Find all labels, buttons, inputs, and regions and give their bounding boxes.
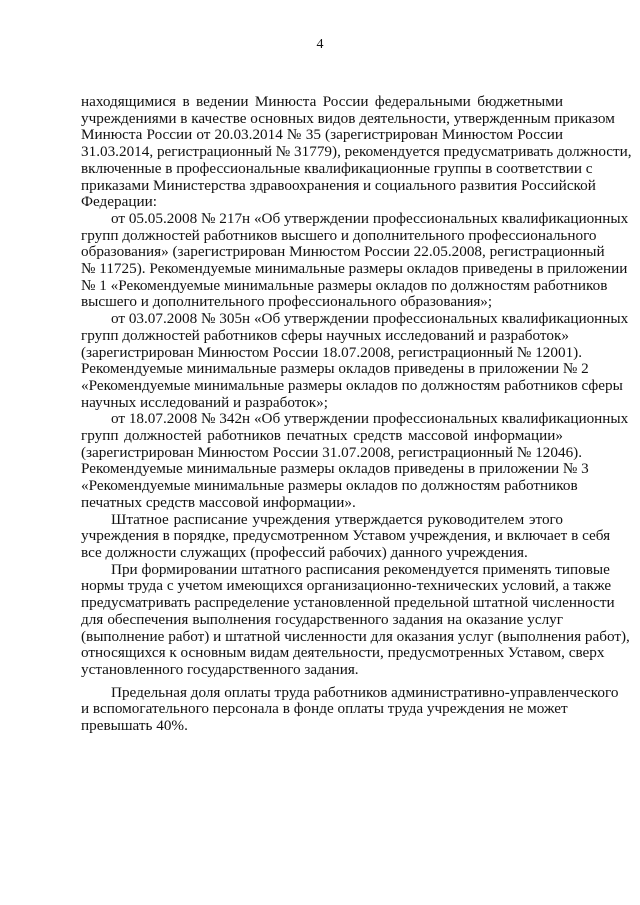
paragraph [81,683,619,735]
text-line: групп должностей работников печатных средств массовой информации» [81,427,563,445]
paragraph [81,209,629,311]
page-number: 4 [316,37,324,52]
paragraph [81,93,632,211]
text-line: Предельная доля оплаты труда работников административно-управленческого [111,683,619,701]
text-line: включенные в профессиональные квалификационные группы в соответствии с [81,159,593,177]
text-line: «Рекомендуемые минимальные размеры окладов по должностям работников сферы [81,376,623,394]
text-line: нормы труда с учетом имеющихся организационно-технических условий, а также [81,577,612,595]
text-line: находящимися в ведении Минюста России федеральными бюджетными [81,93,563,110]
text-line: научных исследований и разработок»; [81,393,328,411]
text-line: Минюста России от 20.03.2014 № 35 (зарегистрирован Минюстом России [81,126,563,144]
text-line: относящихся к основным видам деятельности, предусмотренных Уставом, сверх [81,644,605,662]
text-line: групп должностей работников высшего и дополнительного профессионального [81,226,597,244]
text-line: Рекомендуемые минимальные размеры окладов приведены в приложении № 3 [81,460,589,478]
text-line: учреждения в порядке, предусмотренном Уставом учреждения, и включает в себя [81,527,611,545]
text-line: для обеспечения выполнения государственного задания на оказание услуг [81,610,563,628]
text-line: высшего и дополнительного профессионального образования»; [81,293,493,311]
text-line: № 11725). Рекомендуемые минимальные размеры окладов приведены в приложении [81,260,628,278]
text-line: от 03.07.2008 № 305н «Об утверждении профессиональных квалификационных [111,310,629,328]
text-line: превышать 40%. [81,717,188,735]
text-line: установленного государственного задания. [81,660,359,678]
text-line: 31.03.2014, регистрационный № 31779), рекомендуется предусматривать должности, [81,143,632,161]
text-line: При формировании штатного расписания рекомендуется применять типовые [111,560,610,578]
text-line: и вспомогательного персонала в фонде оплаты труда учреждения не может [81,700,568,718]
text-line: предусматривать распределение установленной предельной штатной численности [81,594,615,612]
paragraph [81,310,629,411]
text-line: (выполнение работ) и штатной численности для оказания услуг (выполнения работ), [81,627,630,645]
text-line: от 05.05.2008 № 217н «Об утверждении профессиональных квалификационных [111,209,629,227]
text-line: от 18.07.2008 № 342н «Об утверждении профессиональных квалификационных [111,410,629,428]
text-line: учреждениями в качестве основных видов деятельности, утвержденным приказом [81,109,615,127]
text-line: приказами Министерства здравоохранения и социального развития Российской [81,176,596,194]
text-line: (зарегистрирован Минюстом России 18.07.2008, регистрационный № 12001). [81,343,583,361]
paragraph [81,510,611,562]
text-line: групп должностей работников сферы научных исследований и разработок» [81,326,569,344]
text-line: (зарегистрирован Минюстом России 31.07.2008, регистрационный № 12046). [81,443,583,461]
text-line: Штатное расписание учреждения утверждается руководителем этого [111,510,563,528]
paragraph [81,560,630,679]
document-body [81,93,632,735]
text-line: Рекомендуемые минимальные размеры окладов приведены в приложении № 2 [81,360,589,378]
text-line: «Рекомендуемые минимальные размеры окладов по должностям работников [81,477,578,495]
paragraph [81,410,629,511]
text-line: образования» (зарегистрирован Минюстом России 22.05.2008, регистрационный [81,243,605,261]
text-line: № 1 «Рекомендуемые минимальные размеры окладов по должностям работников [81,276,608,294]
text-line: печатных средств массовой информации». [81,493,356,511]
text-line: Федерации: [81,193,157,211]
text-line: все должности служащих (профессий рабочих) данного учреждения. [81,543,528,561]
